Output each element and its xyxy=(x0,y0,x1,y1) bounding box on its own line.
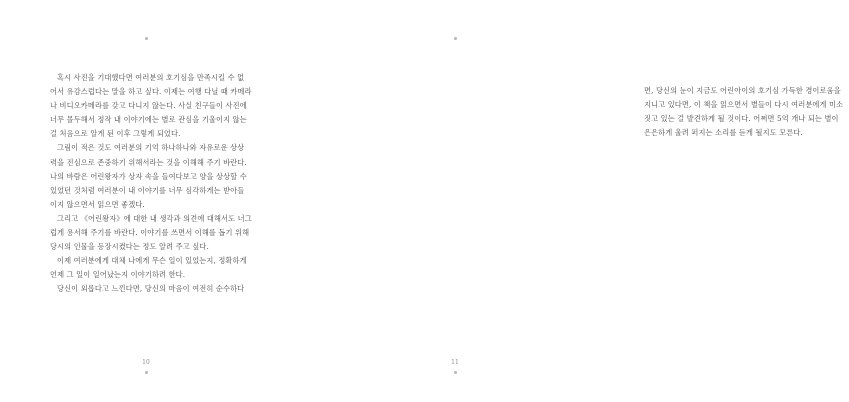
body-line: 당시의 인물을 등장시켰다는 정도 알려 주고 싶다. xyxy=(50,242,209,252)
top-ornament-dot xyxy=(454,37,457,40)
bottom-ornament-dot xyxy=(145,371,148,374)
body-line: 언제 그 일이 일어났는지 이야기하려 한다. xyxy=(50,270,186,280)
body-line: 있었던 것처럼 여러분이 내 이야기를 너무 심각하게는 받아들 xyxy=(50,185,245,195)
body-line: 혹시 사진을 기대했다면 여러분의 호기심을 만족시킬 수 없 xyxy=(57,73,245,82)
body-line: 나 비디오카메라를 갖고 다니지 않는다. 사실 친구들이 사진에 xyxy=(50,101,247,111)
body-line: 당신이 외롭다고 느낀다면, 당신의 마음이 여전히 순수하다 xyxy=(57,284,245,294)
page-number: 11 xyxy=(451,359,459,366)
left-page-body xyxy=(50,71,255,297)
body-line: 걸 처음으로 알게 된 이후 그렇게 되었다. xyxy=(50,129,181,139)
body-line: 력을 진심으로 존중하기 위해서라는 것을 이해해 주기 바란다. xyxy=(50,157,247,167)
page-number: 10 xyxy=(142,359,150,366)
top-ornament-dot xyxy=(145,37,148,40)
body-line: 이제 여러분에게 대체 나에게 무슨 일이 있었는지, 정확하게 xyxy=(57,256,247,266)
body-line: 짓고 있는 걸 발견하게 될 것이다. 어쩌면 5억 개나 되는 별이 xyxy=(644,114,839,124)
body-line: 면, 당신의 눈이 지금도 어린아이의 호기심 가득한 경이로움을 xyxy=(644,86,841,95)
body-line: 은은하게 울려 퍼지는 소리를 듣게 될지도 모른다. xyxy=(644,128,803,138)
body-line: 그리고 《어린왕자》에 대한 내 생각과 의견에 대해서도 너그 xyxy=(57,213,252,223)
body-line: 너무 몰두해서 정작 내 이야기에는 별로 관심을 기울이지 않는 xyxy=(50,115,247,125)
right-page-body xyxy=(644,84,849,140)
body-line: 이지 않으면서 읽으면 좋겠다. xyxy=(50,199,145,209)
left-page xyxy=(0,0,300,402)
body-line: 럽게 용서해 주기를 바란다. 이야기를 쓰면서 이해를 돕기 위해 xyxy=(50,228,250,238)
body-line: 나의 바람은 어린왕자가 상자 속을 들여다보고 양을 상상할 수 xyxy=(50,171,247,181)
right-page xyxy=(300,0,844,402)
body-line: 지니고 있다면, 이 책을 읽으면서 별들이 다시 여러분에게 미소 xyxy=(644,100,844,110)
bottom-ornament-dot xyxy=(454,371,457,374)
body-line: 어서 유감스럽다는 말을 하고 싶다. 이제는 여행 다닐 때 카메라 xyxy=(50,87,252,97)
body-line: 그림이 적은 것도 여러분의 기억 하나하나와 자유로운 상상 xyxy=(57,143,245,153)
